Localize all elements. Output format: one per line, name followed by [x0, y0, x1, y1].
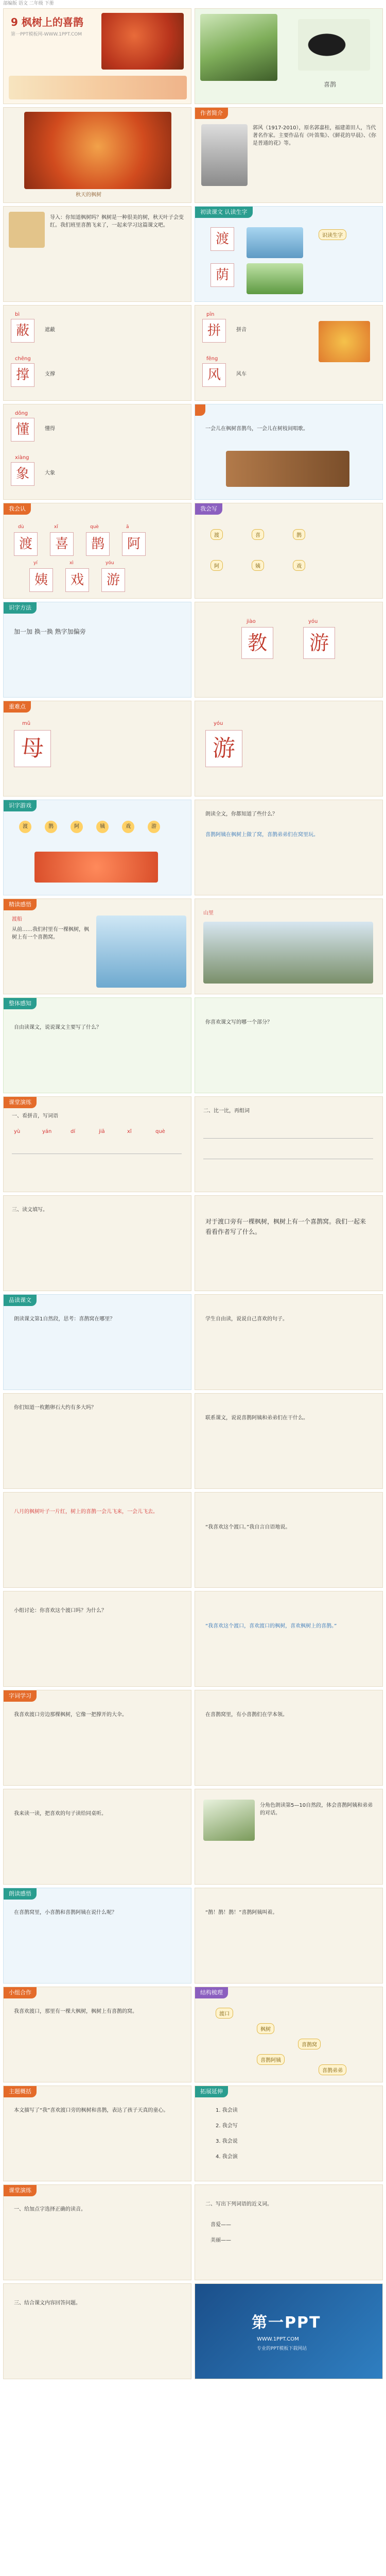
- write-pill-6: 戏: [293, 560, 305, 571]
- slide-recognize: [3, 503, 191, 599]
- slide-magpie: [195, 8, 383, 104]
- note-pill: 识读生字: [319, 229, 346, 240]
- char-yin: 荫: [210, 263, 234, 287]
- row-16: [3, 1492, 383, 1588]
- polyphone-banner: [195, 404, 205, 416]
- word-pinyin: 拼音: [236, 327, 247, 333]
- recognize-banner: 我会认: [4, 503, 31, 515]
- maple-branch-image: [101, 13, 184, 70]
- write-pill-2: 喜: [252, 529, 264, 540]
- write-pill-4: 阿: [210, 560, 223, 571]
- site-credit: 第一PPT模板网-WWW.1PPT.COM: [11, 32, 82, 37]
- slide-mu: [3, 701, 191, 796]
- row-24: [3, 2283, 383, 2379]
- py-4: yí: [33, 561, 38, 566]
- extend-banner: 拓展延伸: [195, 2086, 228, 2097]
- answer-line-2: [203, 1138, 373, 1139]
- method-banner: 识字方法: [4, 602, 37, 614]
- char-dong: 懂: [11, 418, 34, 442]
- brand-site: WWW.1PPT.COM: [257, 2336, 299, 2342]
- slide-stone: [3, 1393, 191, 1489]
- slide-ferry-tree: [195, 1195, 383, 1291]
- exercise3-q: 三、读文填写。: [12, 1207, 48, 1213]
- row-12: [3, 1096, 383, 1192]
- row-7: [3, 602, 383, 698]
- crab-image: [34, 852, 158, 883]
- rec-char-6: 游: [101, 568, 125, 592]
- structure-banner: 结构梳理: [195, 1987, 228, 1998]
- magpie-image: [200, 14, 277, 81]
- slide-group: [3, 1987, 191, 2082]
- row-23: [3, 2184, 383, 2280]
- slide-theme: [3, 2086, 191, 2181]
- slide-recite: [3, 1888, 191, 1984]
- row-10: [3, 899, 383, 994]
- slide-role-read: [195, 1789, 383, 1885]
- branch-image: [226, 451, 349, 487]
- read-text-q: 朗读课文第1自然段，思考：喜鹊窝在哪里？: [14, 1316, 115, 1322]
- word-dongde: 懂得: [45, 426, 55, 432]
- char-you: 游: [303, 627, 335, 659]
- structure-item-3: 喜鹊阿姨: [257, 2054, 285, 2065]
- slide-chars-1: [3, 305, 191, 401]
- slide-que: [195, 1888, 383, 1984]
- py-you: yóu: [308, 619, 318, 624]
- game-bubble-0: 渡: [19, 821, 31, 833]
- write-pill-5: 姨: [252, 560, 264, 571]
- mountain-image: [203, 922, 373, 984]
- mu-banner: 重难点: [4, 701, 31, 713]
- pinwheel-image: [319, 321, 370, 362]
- py-5: xì: [69, 561, 74, 566]
- slide-structure: [195, 1987, 383, 2082]
- stone-q: 你们知道一枚鹅卵石大约有多大吗？: [14, 1405, 96, 1411]
- brand-desc: 专业的PPT模板下载网站: [257, 2346, 307, 2351]
- free-read-text: 学生自由读，说说自己喜欢的句子。: [205, 1316, 288, 1322]
- row-8: [3, 701, 383, 796]
- char-feng: 风: [202, 363, 226, 387]
- slide-brand: [195, 2283, 383, 2379]
- py-cheng: chēng: [15, 356, 31, 362]
- slide-game: [3, 800, 191, 895]
- theme-text: 本文描写了“我”喜欢渡口旁的枫树和喜鹊，表达了孩子天真的童心。: [14, 2108, 169, 2113]
- word-daxiang: 大象: [45, 470, 55, 476]
- row-4: [3, 305, 383, 401]
- structure-item-1: 枫树: [257, 2023, 274, 2034]
- theme-banner: 主题概括: [4, 2086, 37, 2097]
- extend-item-1: 2. 我会写: [216, 2123, 238, 2129]
- rec-char-4: 姨: [29, 568, 53, 592]
- slide-polyphone: [195, 404, 383, 500]
- extend-item-0: 1. 我会读: [216, 2108, 238, 2113]
- nest-text: 在喜鹊窝里，有小喜鹊们在学本领。: [205, 1712, 288, 1718]
- ex-py-5: què: [155, 1129, 165, 1134]
- slide-august: [3, 1492, 191, 1588]
- exercise4-banner: 课堂演练: [4, 2185, 37, 2196]
- slide-title: [3, 8, 191, 104]
- row-2: [3, 107, 383, 203]
- structure-item-4: 喜鹊弟弟: [319, 2064, 346, 2075]
- method-text: 加一加 换一换 熟字加偏旁: [14, 628, 86, 635]
- slide-discuss: [3, 1591, 191, 1687]
- ferry-image: [247, 227, 303, 258]
- slide-chars-2: [195, 305, 383, 401]
- recite-banner: 朗读感悟: [4, 1888, 37, 1900]
- rec-char-5: 戏: [65, 568, 89, 592]
- slide-jiao-you: [195, 602, 383, 698]
- game-bubble-5: 游: [148, 821, 160, 833]
- slide-read-text: [3, 1294, 191, 1390]
- write-pill-3: 鹊: [293, 529, 305, 540]
- slide-nest: [195, 1690, 383, 1786]
- slide-exercise-3: [3, 1195, 191, 1291]
- py-3: ā: [126, 524, 129, 530]
- row-17: [3, 1591, 383, 1687]
- ferry-tree-text: 对于渡口旁有一棵枫树，枫树上有一个喜鹊窝。我们一起来看看作者写了什么。: [205, 1218, 366, 1235]
- author-bio: 郭风（1917-2010），原名郭嘉桂，福建莆田人，当代著名作家。主要作品有《叶笛集》、《鲜花的早晨》、《你是普通的花》等。: [253, 125, 376, 146]
- row-19: [3, 1789, 383, 1885]
- tree-shade-image: [247, 263, 303, 294]
- py-0: dù: [18, 524, 24, 530]
- write-banner: 我会写: [195, 503, 222, 515]
- py-jiao: jiào: [247, 619, 256, 624]
- slide-mountain: [195, 899, 383, 994]
- row-6: [3, 503, 383, 599]
- slide-q-know: [195, 800, 383, 895]
- py-2: què: [90, 524, 99, 530]
- row-21: [3, 1987, 383, 2082]
- magpie-family-image: [203, 1800, 255, 1841]
- ex-py-4: xǐ: [127, 1129, 132, 1134]
- extend-item-3: 4. 我会演: [216, 2154, 238, 2160]
- rec-char-0: 渡: [14, 532, 38, 556]
- rec-char-1: 喜: [50, 532, 74, 556]
- exercise4-q: 一、给加点字选择正确的读音。: [14, 2207, 86, 2212]
- py-xiang: xiàng: [15, 455, 29, 461]
- ferry-text: 从前……我们村里有一棵枫树，枫树上有一个喜鹊窝。: [12, 927, 89, 940]
- game-bubble-1: 鹊: [45, 821, 57, 833]
- word-zhebi: 遮蔽: [45, 327, 55, 333]
- ferry-q: 渡船: [12, 917, 22, 922]
- slide-ferry: [3, 899, 191, 994]
- game-banner: 识字游戏: [4, 800, 37, 811]
- py-pin: pīn: [206, 312, 215, 317]
- que-text: “鹊！鹊！鹊！”喜鹊阿姨叫着。: [205, 1910, 278, 1916]
- ex-py-3: jiā: [99, 1129, 105, 1134]
- row-20: [3, 1888, 383, 1984]
- slide-words: [3, 1690, 191, 1786]
- slide-activity: [195, 1393, 383, 1489]
- rec-char-3: 阿: [122, 532, 146, 556]
- py-bi: bì: [15, 312, 20, 317]
- slide-like-all: [195, 1591, 383, 1687]
- ferry-banner: 精读感悟: [4, 899, 37, 910]
- slide-extend: [195, 2086, 383, 2181]
- exercise-banner: 课堂演练: [4, 1097, 37, 1108]
- leaves-decoration: [9, 76, 187, 99]
- slide-like-part: [195, 997, 383, 1093]
- slide-reading: [195, 206, 383, 302]
- extend-item-2: 3. 我会说: [216, 2139, 238, 2144]
- a-know: 喜鹊阿姨在枫树上做了窝，喜鹊弟弟们在窝里玩。: [205, 832, 319, 838]
- magpie-label: 喜鹊: [324, 81, 337, 88]
- exercise-title: 一、看拼音，写词语: [12, 1113, 58, 1119]
- intro-text: 导入：你知道枫树吗？枫树是一种很美的树，秋天叶子会变红。我们班里喜鹊飞来了，一起来学习这篇课文吧。: [50, 215, 184, 228]
- role-read-q: 分角色朗读第5—10自然段，体会喜鹊阿姨和弟弟的对话。: [260, 1803, 373, 1816]
- row-11: [3, 997, 383, 1093]
- read-text-banner: 品读课文: [4, 1295, 37, 1306]
- overall-banner: 整体感知: [4, 998, 37, 1009]
- row-9: [3, 800, 383, 895]
- q-know: 朗读全文，你都知道了些什么？: [205, 811, 277, 817]
- slide-exercise-2: [195, 1096, 383, 1192]
- ex-py-2: dí: [71, 1129, 76, 1134]
- char-mu: 母: [14, 730, 51, 767]
- river-image: [96, 916, 186, 988]
- read-partner-text: 我来读一读，把喜欢的句子读给同桌听。: [14, 1811, 107, 1817]
- image-caption: 秋天的枫树: [76, 192, 101, 198]
- row-1: [3, 8, 383, 104]
- row-15: [3, 1393, 383, 1489]
- slide-read-partner: [3, 1789, 191, 1885]
- row-14: [3, 1294, 383, 1390]
- row-3: [3, 206, 383, 302]
- char-jiao: 教: [241, 627, 273, 659]
- slide-autumn-maple: [3, 107, 191, 203]
- slide-method: [3, 602, 191, 698]
- slide-overall: [3, 997, 191, 1093]
- slide-exercise-1: [3, 1096, 191, 1192]
- brand-logo: 第一PPT: [252, 2314, 321, 2332]
- write-pill-1: 渡: [210, 529, 223, 540]
- row-22: [3, 2086, 383, 2181]
- overall-q: 自由读课文，说说课文主要写了什么？: [14, 1025, 101, 1030]
- like-q: 你喜欢课文写的哪一个部分？: [205, 1020, 272, 1025]
- group-text: 我喜欢渡口，那里有一棵大枫树，枫树上有喜鹊的窝。: [14, 2009, 137, 2014]
- game-bubble-4: 戏: [122, 821, 134, 833]
- char-pin: 拼: [202, 319, 226, 343]
- discuss-q: 小组讨论：你喜欢这个渡口吗？为什么？: [14, 1608, 107, 1614]
- activity-q: 联系课文，说说喜鹊阿姨和弟弟们在干什么。: [205, 1415, 308, 1421]
- words-text: 我喜欢渡口旁边那棵枫树，它像一把撑开的大伞。: [14, 1712, 127, 1718]
- py-you-2: yóu: [214, 721, 223, 726]
- slide-free-read: [195, 1294, 383, 1390]
- slide-author: [195, 107, 383, 203]
- author-banner: 作者简介: [195, 108, 228, 119]
- exercise5-item-1: 美丽——: [210, 2238, 231, 2243]
- char-du: 渡: [210, 227, 234, 251]
- structure-item-0: 渡口: [216, 2008, 233, 2019]
- words-banner: 字词学习: [4, 1690, 37, 1702]
- game-bubble-2: 阿: [71, 821, 83, 833]
- exercise2-title: 二、比一比，再组词: [203, 1108, 250, 1114]
- mountain-q: 山里: [203, 910, 214, 916]
- autumn-maple-image: [24, 112, 171, 189]
- slide-exercise-6: [3, 2283, 191, 2379]
- polyphone-text: 一会儿在枫树喜鹊鸟，一会儿在树枝间唱歌。: [205, 426, 308, 432]
- group-banner: 小组合作: [4, 1987, 37, 1998]
- slide-like-ferry: [195, 1492, 383, 1588]
- ex-py-0: yù: [14, 1129, 21, 1134]
- char-xiang: 象: [11, 462, 34, 486]
- ex-py-1: yán: [42, 1129, 52, 1134]
- exercise6-q: 三、结合课文内容回答问题。: [14, 2300, 81, 2306]
- recite-text: 在喜鹊窝里，小喜鹊和喜鹊阿姨在说什么呢？: [14, 1910, 117, 1916]
- slide-write: [195, 503, 383, 599]
- py-6: yóu: [106, 561, 114, 566]
- bird-photo: [9, 212, 45, 248]
- py-dong: dǒng: [15, 411, 28, 416]
- exercise5-q: 二、写出下列词语的近义词。: [205, 2201, 272, 2207]
- author-photo: [201, 124, 248, 186]
- row-18: [3, 1690, 383, 1786]
- word-zhicheng: 支撑: [45, 371, 55, 377]
- char-cheng: 撑: [11, 363, 34, 387]
- document-header: 部编版 语文 二年级 下册: [0, 0, 386, 7]
- slide-chars-3: [3, 404, 191, 500]
- slide-you: [195, 701, 383, 796]
- slide-intro: [3, 206, 191, 302]
- py-1: xǐ: [54, 524, 58, 530]
- slide-exercise-5: [195, 2184, 383, 2280]
- slide-grid: [3, 8, 383, 2382]
- reading-banner: 初读课文 认读生字: [195, 207, 253, 218]
- august-text: 八月的枫树叶子一片红，树上的喜鹊一会儿飞来，一会儿飞去。: [14, 1509, 158, 1515]
- like-all-text: “我喜欢这个渡口，喜欢渡口的枫树，喜欢枫树上的喜鹊。”: [205, 1623, 337, 1629]
- rec-char-2: 鹊: [86, 532, 110, 556]
- py-feng: fēng: [206, 356, 218, 362]
- page-title: 9 枫树上的喜鹊: [11, 16, 83, 28]
- py-mu: mǔ: [22, 721, 31, 726]
- like-ferry-text: “我喜欢这个渡口。”我自言自语地说。: [205, 1524, 291, 1530]
- word-fengche: 风车: [236, 371, 247, 377]
- row-5: [3, 404, 383, 500]
- structure-item-2: 喜鹊窝: [298, 2039, 321, 2049]
- char-bi: 蔽: [11, 319, 34, 343]
- game-bubble-3: 姨: [96, 821, 109, 833]
- magpie-bird-icon: [298, 19, 370, 71]
- row-13: [3, 1195, 383, 1291]
- exercise5-item-0: 喜爱——: [210, 2222, 231, 2228]
- char-you-2: 游: [205, 730, 242, 767]
- slide-exercise-4: [3, 2184, 191, 2280]
